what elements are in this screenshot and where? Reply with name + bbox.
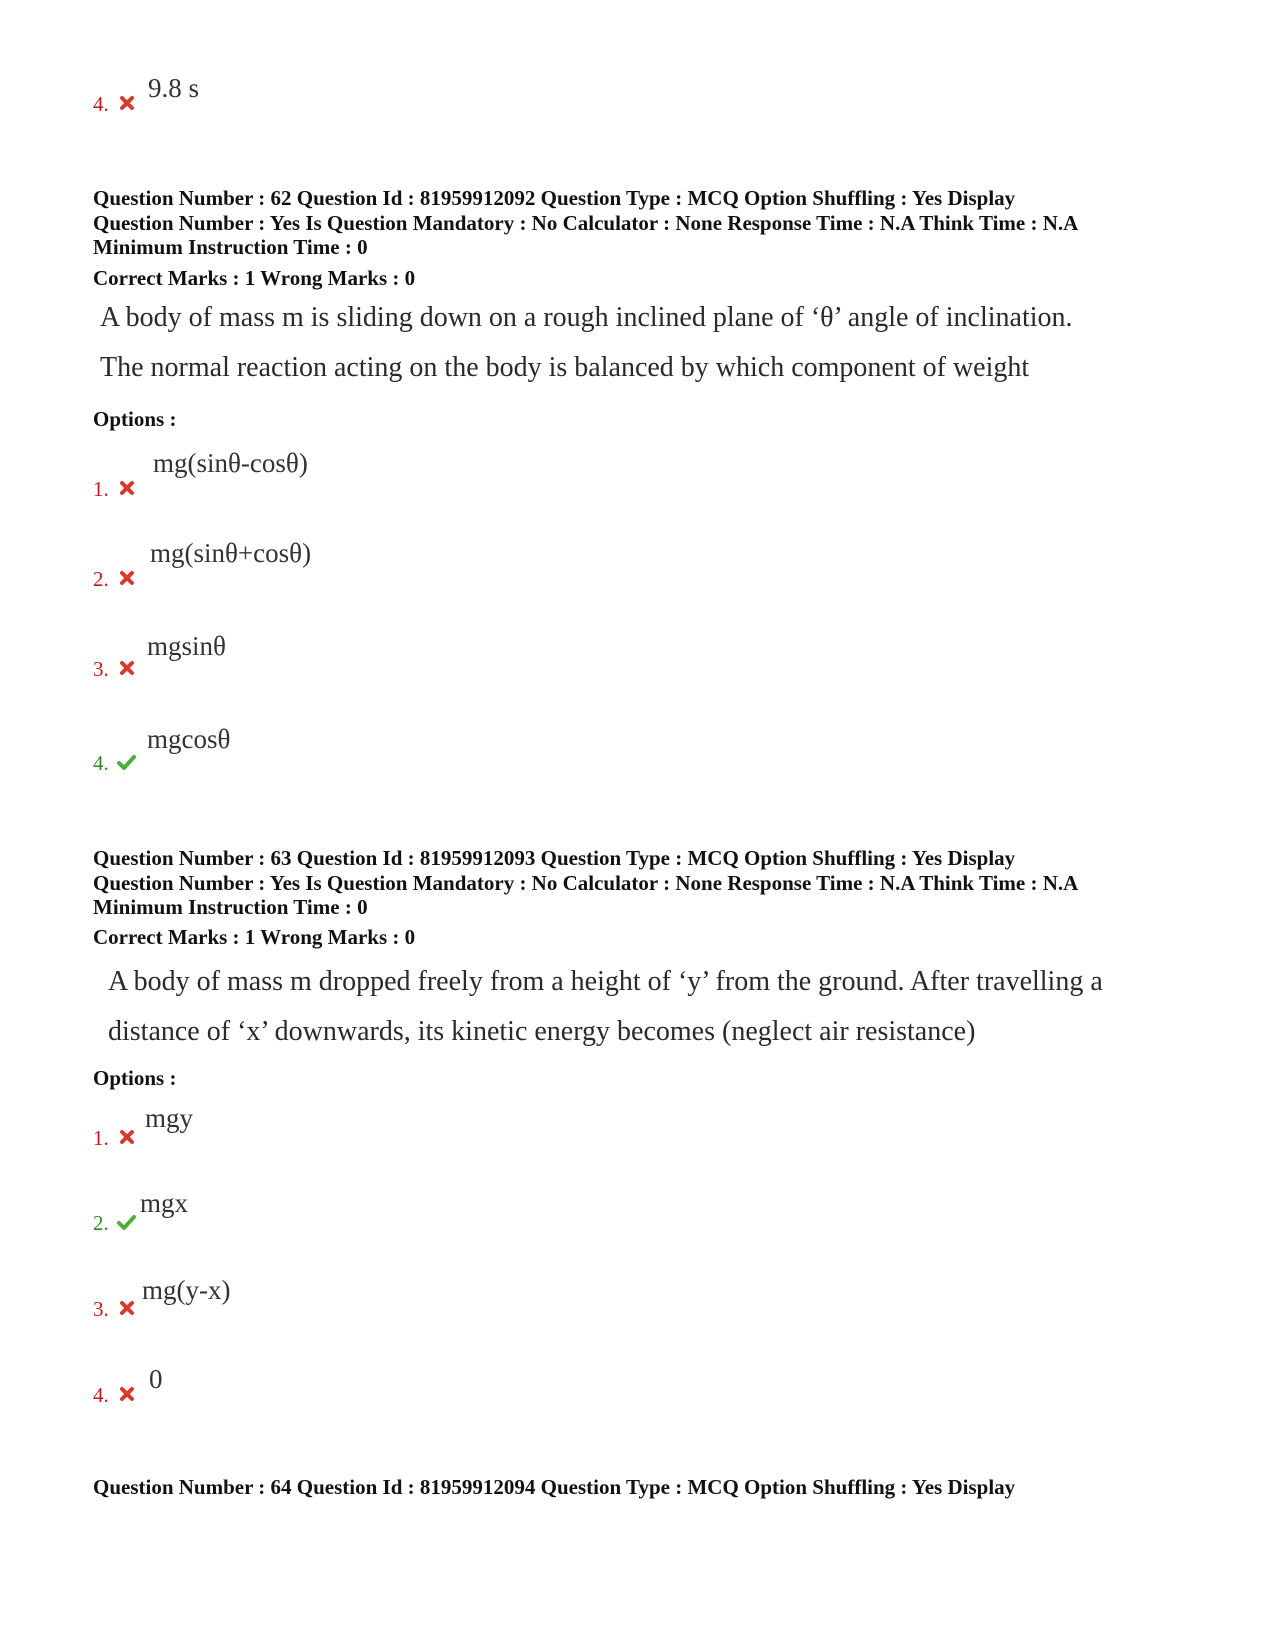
option-number: 2. <box>93 1211 109 1235</box>
cross-icon <box>118 94 136 112</box>
option-value: 0 <box>149 1364 163 1394</box>
cross-icon <box>118 1299 136 1317</box>
option-value: mgy <box>145 1103 194 1133</box>
question-marks: Correct Marks : 1 Wrong Marks : 0 <box>93 266 416 290</box>
question-meta-line1: Question Number : 64 Question Id : 81959912094 Question Type : MCQ Option Shuffling : Yes Display <box>93 1475 1016 1499</box>
option-value: mg(y-x) <box>142 1275 231 1305</box>
option-number: 1. <box>93 1126 109 1150</box>
option-value: mg(sinθ+cosθ) <box>150 538 312 568</box>
question-meta-line2: Question Number : Yes Is Question Mandatory : No Calculator : None Response Time : N.A Think Time : N.A <box>93 871 1079 895</box>
question-marks: Correct Marks : 1 Wrong Marks : 0 <box>93 925 416 949</box>
option-number: 4. <box>93 92 109 116</box>
check-icon <box>115 753 137 771</box>
option-value: mgsinθ <box>147 631 226 661</box>
question-text-line2: The normal reaction acting on the body is balanced by which component of weight <box>100 352 1030 383</box>
cross-icon <box>118 1128 136 1146</box>
check-icon <box>115 1213 137 1231</box>
question-text-line1: A body of mass m is sliding down on a rough inclined plane of ‘θ’ angle of inclination. <box>100 302 1073 333</box>
cross-icon <box>118 659 136 677</box>
option-number: 4. <box>93 751 109 775</box>
option-number: 1. <box>93 477 109 501</box>
options-label: Options : <box>93 1066 177 1090</box>
option-value: mgcosθ <box>147 724 231 754</box>
cross-icon <box>118 479 136 497</box>
cross-icon <box>118 1385 136 1403</box>
question-meta-line1: Question Number : 63 Question Id : 81959912093 Question Type : MCQ Option Shuffling : Yes Display <box>93 846 1016 870</box>
question-text-line2: distance of ‘x’ downwards, its kinetic energy becomes (neglect air resistance) <box>108 1016 976 1047</box>
question-meta-line3: Minimum Instruction Time : 0 <box>93 235 368 259</box>
option-value: mg(sinθ-cosθ) <box>153 448 308 478</box>
question-meta-line3: Minimum Instruction Time : 0 <box>93 895 368 919</box>
question-meta-line2: Question Number : Yes Is Question Mandatory : No Calculator : None Response Time : N.A Think Time : N.A <box>93 211 1079 235</box>
option-value: 9.8 s <box>148 73 200 103</box>
option-number: 4. <box>93 1383 109 1407</box>
question-text-line1: A body of mass m dropped freely from a height of ‘y’ from the ground. After travelling a <box>108 966 1103 997</box>
option-value: mgx <box>140 1188 189 1218</box>
question-meta-line1: Question Number : 62 Question Id : 81959912092 Question Type : MCQ Option Shuffling : Yes Display <box>93 186 1016 210</box>
cross-icon <box>118 569 136 587</box>
option-number: 3. <box>93 1297 109 1321</box>
options-label: Options : <box>93 407 177 431</box>
option-number: 2. <box>93 567 109 591</box>
option-number: 3. <box>93 657 109 681</box>
